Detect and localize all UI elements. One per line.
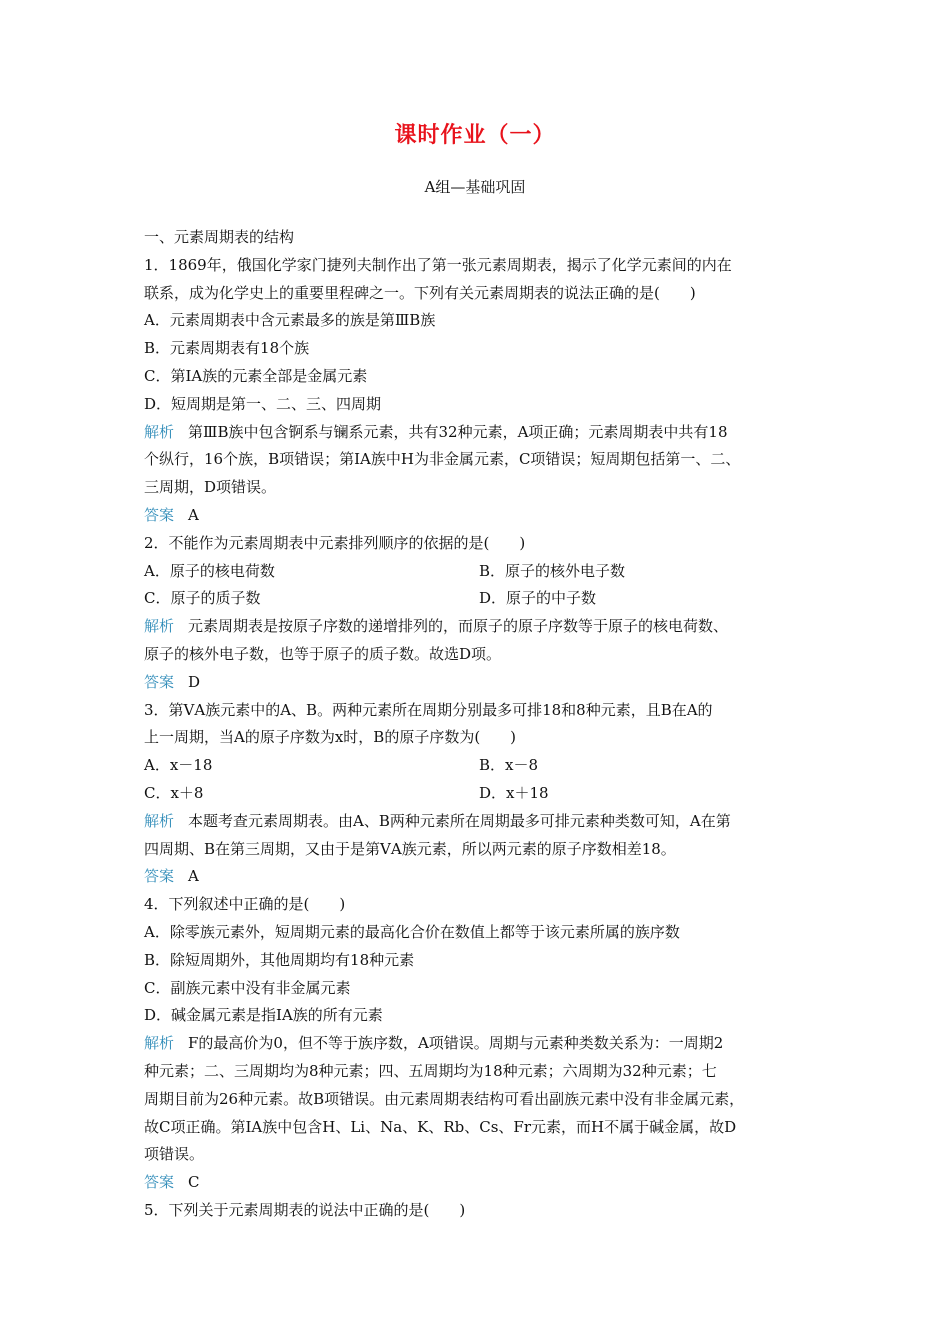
question-1-answer [144, 502, 814, 530]
question-4-option-c: C．副族元素中没有非金属元素 [144, 978, 351, 997]
question-3-analysis-text: 本题考查元素周期表。由A、B两种元素所在周期最多可排元素种类数可知，A在第 [188, 811, 731, 830]
question-4-analysis-line-3: 周期目前为26种元素。故B项错误。由元素周期表结构可看出副族元素中没有非金属元素， [144, 1089, 745, 1108]
analysis-label: 解析 [144, 811, 175, 830]
question-2-answer [144, 669, 814, 697]
question-3-answer [144, 863, 814, 891]
question-3-analysis-line-1 [144, 808, 814, 836]
question-3-option-c: C．x＋8 [144, 783, 204, 802]
question-1-stem-line-2: 联系，成为化学史上的重要里程碑之一。下列有关元素周期表的说法正确的是( ) [144, 283, 696, 302]
answer-label: 答案 [144, 1173, 175, 1192]
question-3-options-row-2 [144, 780, 814, 808]
question-1-analysis-line-3: 三周期，D项错误。 [144, 478, 277, 497]
question-2-option-d: D．原子的中子数 [479, 589, 597, 608]
question-3-answer-value: A [188, 867, 199, 886]
question-4-analysis-line-2: 种元素；二、三周期均为8种元素；四、五周期均为18种元素；六周期为32种元素；七 [144, 1061, 717, 1080]
question-3-analysis-line-2: 四周期、B在第三周期，又由于是第ⅤA族元素，所以两元素的原子序数相差18。 [144, 839, 676, 858]
question-4-stem: 4．下列叙述中正确的是( ) [144, 895, 346, 914]
answer-label: 答案 [144, 672, 175, 691]
question-4-analysis-line-1 [144, 1030, 814, 1058]
question-3-option-d: D．x＋18 [479, 783, 549, 802]
question-3-stem-line-2: 上一周期，当A的原子序数为x时，B的原子序数为( ) [144, 728, 517, 747]
question-1-answer-value: A [188, 505, 199, 524]
question-3-options-row-1 [144, 752, 814, 780]
question-4-analysis-line-4: 故C项正确。第ⅠA族中包含H、Li、Na、K、Rb、Cs、Fr元素，而H不属于碱金属，故D [144, 1117, 737, 1136]
question-1-analysis-line-2: 个纵行，16个族，B项错误；第ⅠA族中H为非金属元素，C项错误；短周期包括第一、二、 [144, 450, 741, 469]
question-4-option-d: D．碱金属元素是指ⅠA族的所有元素 [144, 1006, 383, 1025]
answer-label: 答案 [144, 867, 175, 886]
question-5-stem: 5．下列关于元素周期表的说法中正确的是( ) [144, 1200, 466, 1219]
analysis-label: 解析 [144, 422, 175, 441]
question-2-options-row-2 [144, 585, 814, 613]
page-title: 课时作业（一） [394, 122, 556, 148]
question-2-analysis-line-2: 原子的核外电子数，也等于原子的质子数。故选D项。 [144, 644, 502, 663]
question-4-option-a: A．除零族元素外，短周期元素的最高化合价在数值上都等于该元素所属的族序数 [144, 922, 680, 941]
question-2-analysis-text: 元素周期表是按原子序数的递增排列的，而原子的原子序数等于原子的核电荷数、 [188, 617, 729, 636]
question-4-answer [144, 1169, 814, 1197]
document-body [144, 224, 814, 1225]
question-2-analysis-line-1 [144, 613, 814, 641]
question-4-analysis-text: F的最高价为0，但不等于族序数，A项错误。周期与元素种类数关系为：一周期2 [188, 1034, 724, 1053]
question-2-options-row-1 [144, 558, 814, 586]
section-heading: 一、元素周期表的结构 [144, 228, 295, 246]
question-1-analysis-line-1 [144, 419, 814, 447]
question-1-stem-line-1: 1．1869年，俄国化学家门捷列夫制作出了第一张元素周期表，揭示了化学元素间的内在 [144, 255, 732, 274]
question-4-analysis-line-5: 项错误。 [144, 1145, 205, 1164]
question-4-option-b: B．除短周期外，其他周期均有18种元素 [144, 950, 415, 969]
analysis-label: 解析 [144, 617, 175, 636]
question-3-option-b: B．x－8 [479, 756, 539, 775]
question-2-option-c: C．原子的质子数 [144, 589, 261, 608]
question-2-option-a: A．原子的核电荷数 [144, 561, 275, 580]
question-3-option-a: A．x－18 [144, 756, 213, 775]
analysis-label: 解析 [144, 1034, 175, 1053]
question-4-answer-value: C [188, 1173, 200, 1192]
question-1-option-d: D．短周期是第一、二、三、四周期 [144, 394, 382, 413]
question-3-stem-line-1: 3．第ⅤA族元素中的A、B。两种元素所在周期分别最多可排18和8种元素，且B在A的 [144, 700, 713, 719]
question-1-option-b: B．元素周期表有18个族 [144, 339, 310, 358]
question-2-answer-value: D [188, 672, 201, 691]
question-2-stem: 2．不能作为元素周期表中元素排列顺序的依据的是( ) [144, 533, 526, 552]
answer-label: 答案 [144, 505, 175, 524]
question-2-option-b: B．原子的核外电子数 [479, 561, 626, 580]
page-subtitle: A组—基础巩固 [424, 178, 526, 196]
question-1-option-c: C．第ⅠA族的元素全部是金属元素 [144, 366, 368, 385]
question-1-option-a: A．元素周期表中含元素最多的族是第ⅢB族 [144, 311, 436, 330]
question-1-analysis-text: 第ⅢB族中包含锕系与镧系元素，共有32种元素，A项正确；元素周期表中共有18 [188, 422, 728, 441]
